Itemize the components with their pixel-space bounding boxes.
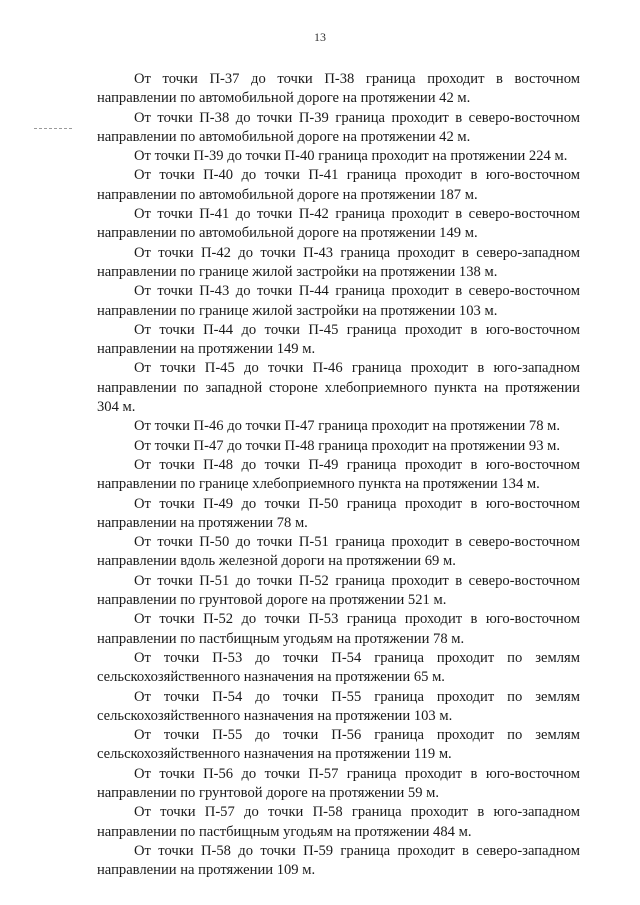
paragraph: От точки П-45 до точки П-46 граница проходит в юго-западном направлении по западной стороне хлебоприемного пункта на протяжении 304 м. — [97, 360, 580, 416]
paragraph: От точки П-49 до точки П-50 граница проходит в юго-восточном направлении на протяжении 78 м. — [97, 495, 580, 531]
paragraph: От точки П-52 до точки П-53 граница проходит в юго-восточном направлении по пастбищным угодьям на протяжении 78 м. — [97, 611, 580, 647]
document-body — [97, 70, 580, 880]
paragraph: От точки П-39 до точки П-40 граница проходит на протяжении 224 м. — [134, 148, 568, 165]
paragraph: От точки П-51 до точки П-52 граница проходит в северо-восточном направлении по грунтовой дороге на протяжении 521 м. — [97, 572, 580, 609]
paragraph: От точки П-55 до точки П-56 граница проходит по землям сельскохозяйственного назначения на протяжении 119 м. — [97, 727, 580, 763]
paragraph: От точки П-56 до точки П-57 граница проходит в юго-восточном направлении по грунтовой дороге на протяжении 59 м. — [97, 765, 580, 801]
paragraph: От точки П-53 до точки П-54 граница проходит по землям сельскохозяйственного назначения на протяжении 65 м. — [97, 649, 580, 686]
paragraph: От точки П-40 до точки П-41 граница проходит в юго-восточном направлении по автомобильной дороге на протяжении 187 м. — [97, 167, 580, 203]
paragraph: От точки П-47 до точки П-48 граница проходит на протяжении 93 м. — [134, 437, 561, 454]
page-number: 13 — [314, 30, 326, 44]
margin-mark — [34, 128, 72, 129]
paragraph: От точки П-42 до точки П-43 граница проходит в северо-западном направлении по границе жилой застройки на протяжении 138 м. — [97, 244, 580, 280]
paragraph: От точки П-44 до точки П-45 граница проходит в юго-восточном направлении на протяжении 149 м. — [97, 321, 580, 358]
paragraph: От точки П-43 до точки П-44 граница проходит в северо-восточном направлении по границе жилой застройки на протяжении 103 м. — [97, 283, 580, 319]
paragraph: От точки П-37 до точки П-38 граница проходит в восточном направлении по автомобильной дороге на протяжении 42 м. — [97, 71, 580, 107]
paragraph: От точки П-50 до точки П-51 граница проходит в северо-восточном направлении вдоль железной дороги на протяжении 69 м. — [97, 534, 580, 570]
paragraph: От точки П-41 до точки П-42 граница проходит в северо-восточном направлении по автомобильной дороге на протяжении 149 м. — [97, 206, 580, 242]
paragraph: От точки П-54 до точки П-55 граница проходит по землям сельскохозяйственного назначения на протяжении 103 м. — [97, 688, 580, 724]
paragraph: От точки П-57 до точки П-58 граница проходит в юго-западном направлении по пастбищным угодьям на протяжении 484 м. — [97, 804, 580, 840]
paragraph: От точки П-58 до точки П-59 граница проходит в северо-западном направлении на протяжении 109 м. — [97, 842, 580, 879]
paragraph: От точки П-48 до точки П-49 граница проходит в юго-восточном направлении по границе хлебоприемного пункта на протяжении 134 м. — [97, 456, 580, 493]
paragraph: От точки П-38 до точки П-39 граница проходит в северо-восточном направлении по автомобильной дороге на протяжении 42 м. — [97, 109, 580, 145]
paragraph: От точки П-46 до точки П-47 граница проходит на протяжении 78 м. — [134, 418, 561, 435]
